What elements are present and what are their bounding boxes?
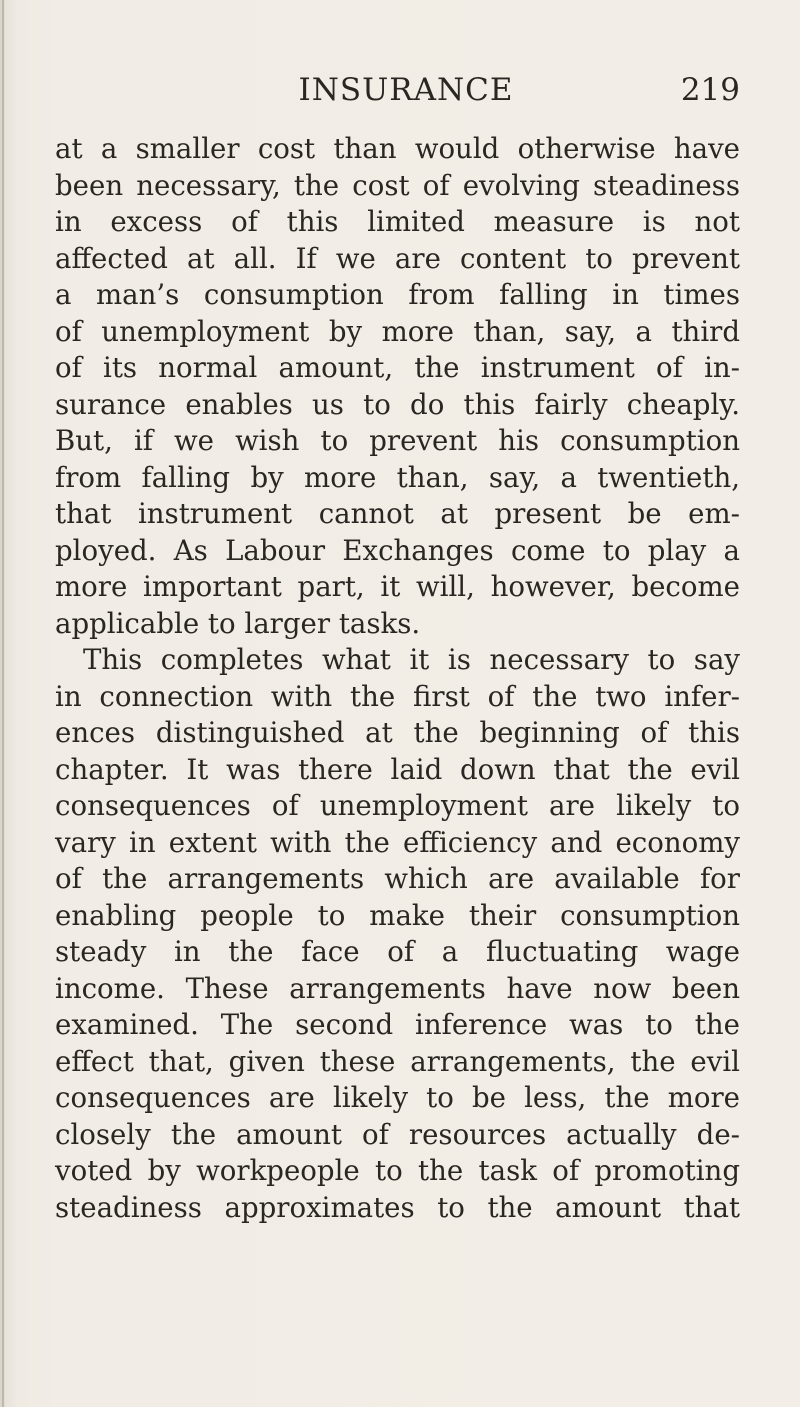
- text-line: vary in extent with the efficiency and economy: [55, 825, 740, 859]
- text-line: in excess of this limited measure is not: [55, 205, 740, 238]
- text-line: examined. The second inference was to the: [55, 1008, 740, 1041]
- text-line: steadiness approximates to the amount that: [55, 1190, 740, 1224]
- text-line: surance enables us to do this fairly cheaply.: [55, 387, 740, 421]
- text-line: But, if we wish to prevent his consumption: [55, 424, 740, 457]
- text-line: chapter. It was there laid down that the evil: [55, 752, 740, 786]
- text-line: closely the amount of resources actually de-: [55, 1117, 740, 1151]
- text-line: from falling by more than, say, a twentieth,: [55, 460, 740, 494]
- text-line: income. These arrangements have now been: [55, 971, 740, 1005]
- text-line: been necessary, the cost of evolving steadiness: [55, 168, 740, 202]
- paragraph-first-line: This completes what it is necessary to say: [83, 643, 740, 676]
- page-header: [52, 72, 740, 116]
- text-line: effect that, given these arrangements, the evil: [55, 1044, 740, 1078]
- text-line: consequences are likely to be less, the more: [55, 1081, 740, 1114]
- text-line: of the arrangements which are available for: [55, 862, 740, 895]
- text-line: in connection with the first of the two infer-: [55, 679, 740, 713]
- text-line: more important part, it will, however, become: [55, 570, 740, 603]
- page-gutter-edge: [2, 0, 4, 1407]
- text-line: a man’s consumption from falling in times: [55, 278, 740, 311]
- text-line: ences distinguished at the beginning of this: [55, 716, 740, 749]
- text-line: steady in the face of a fluctuating wage: [55, 935, 740, 968]
- paragraph-last-line: applicable to larger tasks.: [55, 606, 421, 640]
- running-title: INSURANCE: [298, 72, 514, 108]
- page-number: 219: [680, 72, 740, 108]
- text-line: voted by workpeople to the task of promoting: [55, 1154, 740, 1187]
- text-line: of unemployment by more than, say, a third: [55, 314, 740, 348]
- text-line: at a smaller cost than would otherwise have: [55, 132, 740, 165]
- text-line: that instrument cannot at present be em-: [55, 497, 740, 530]
- text-line: affected at all. If we are content to prevent: [55, 241, 740, 275]
- text-line: enabling people to make their consumption: [55, 898, 740, 932]
- text-line: of its normal amount, the instrument of in-: [55, 351, 740, 384]
- text-line: ployed. As Labour Exchanges come to play a: [55, 533, 740, 567]
- text-line: consequences of unemployment are likely to: [55, 789, 740, 822]
- body-text: [55, 131, 740, 1226]
